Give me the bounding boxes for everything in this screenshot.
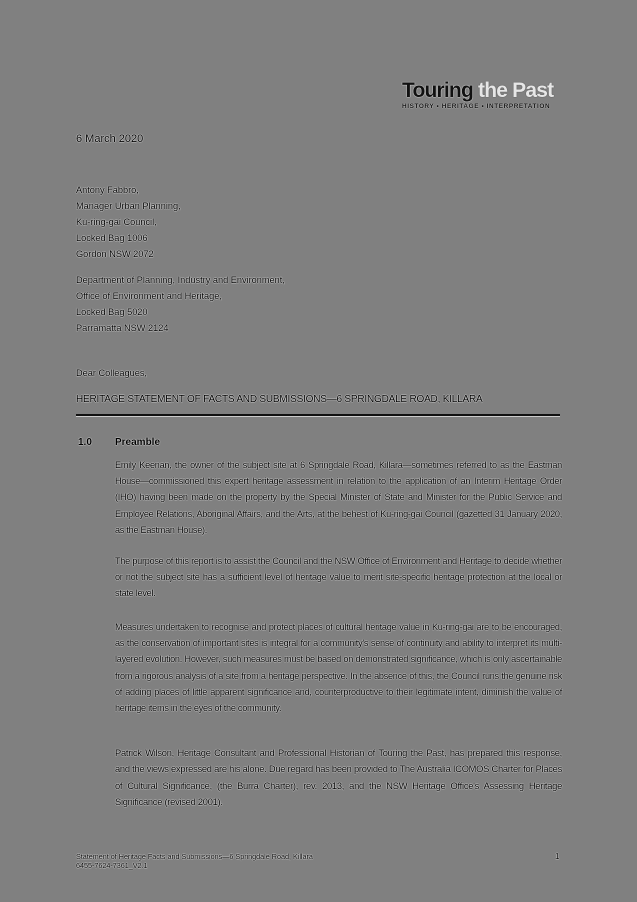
address-line: Manager Urban Planning, <box>76 201 181 211</box>
recipient-address-1 <box>76 182 181 262</box>
paragraph-1: Emily Keenan, the owner of the subject site at 6 Springdale Road, Killara—sometimes referred to as the Eastman House—commissioned this expert heritage assessment in relation to the application of an Interim Heritage Order (IHO) having been made on the property by the Special Minister of State and Minister for the Public Service and Employee Relations, Aboriginal Affairs, and the Arts, at the behest of Ku-ring-gai Council (gazetted 31 January 2020, as the Eastman House). <box>115 460 562 535</box>
brand-name-part2: the Past <box>473 79 554 102</box>
address-line: Ku-ring-gai Council, <box>76 217 157 227</box>
page-number: 1 <box>555 852 560 861</box>
brand-name-part1: Touring <box>402 79 473 102</box>
subject-divider <box>76 414 560 416</box>
letterhead-logo <box>402 80 553 110</box>
salutation: Dear Colleagues, <box>76 368 147 378</box>
address-line: Locked Bag 1006 <box>76 233 148 243</box>
address-line: Parramatta NSW 2124 <box>76 323 169 333</box>
paragraph-3: Measures undertaken to recognise and protect places of cultural heritage value in Ku-ring-gai are to be encouraged, as the conservation of important sites is integral for a community's sense of continuity and ability to interpret its multi-layered evolution. However, such measures must be based on demonstrated significance, which is only ascertainable from a rigorous analysis of a site from a heritage perspective. In the absence of this, the Council runs the genuine risk of adding places of little apparent significance and, counterproductive to their legitimate intent, diminish the value of heritage items in the eyes of the community. <box>115 622 562 714</box>
footer <box>76 852 313 870</box>
letter-date: 6 March 2020 <box>76 133 144 145</box>
subject-heading: HERITAGE STATEMENT OF FACTS AND SUBMISSIONS—6 SPRINGDALE ROAD, KILLARA <box>76 394 483 405</box>
address-line: Antony Fabbro, <box>76 185 139 195</box>
footer-title: Statement of Heritage Facts and Submissions—6 Springdale Road, Killara <box>76 852 313 861</box>
address-line: Locked Bag 5020 <box>76 307 148 317</box>
brand-name <box>402 80 553 102</box>
paragraph-4: Patrick Wilson, Heritage Consultant and Professional Historian of Touring the Past, has prepared this response, and the views expressed are his alone. Due regard has been provided to The Australia ICOMOS Charter for Places of Cultural Significance, (the Burra Charter), rev. 2013, and the NSW Heritage Office's Assessing Heritage Significance (revised 2001). <box>115 748 562 808</box>
address-line: Office of Environment and Heritage, <box>76 291 222 301</box>
address-line: Gordon NSW 2072 <box>76 249 154 259</box>
paragraph-2: The purpose of this report is to assist the Council and the NSW Office of Environment and Heritage to decide whether or not the subject site has a sufficient level of heritage value to merit site-specific heritage protection at the local or state level. <box>115 556 562 599</box>
footer-reference: 6455-7624-7361_V2.1 <box>76 861 148 870</box>
section-number: 1.0 <box>78 437 92 448</box>
address-line: Department of Planning, Industry and Environment, <box>76 275 285 285</box>
recipient-address-2 <box>76 272 285 336</box>
section-title: Preamble <box>115 437 161 448</box>
brand-tagline: HISTORY • HERITAGE • INTERPRETATION <box>402 103 551 110</box>
